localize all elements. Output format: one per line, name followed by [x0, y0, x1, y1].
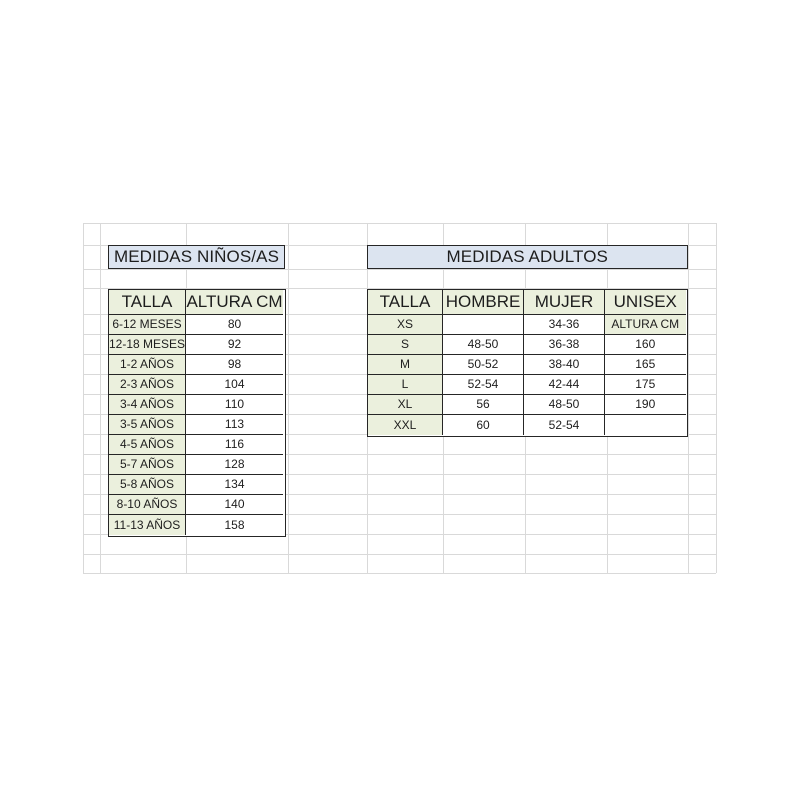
value-cell[interactable]: 56 [443, 395, 524, 415]
size-label-cell[interactable]: 8-10 AÑOS [109, 495, 186, 515]
value-cell[interactable]: 60 [443, 415, 524, 435]
size-label-cell[interactable]: 11-13 AÑOS [109, 515, 186, 535]
value-cell[interactable]: 165 [605, 355, 686, 375]
value-cell[interactable]: 190 [605, 395, 686, 415]
gridline-vertical [83, 223, 84, 573]
adults-table-title-cell[interactable]: MEDIDAS ADULTOS [367, 245, 688, 269]
value-cell[interactable]: 116 [186, 435, 283, 455]
gridline-vertical [288, 223, 289, 573]
value-cell[interactable]: 92 [186, 335, 283, 355]
gridline-vertical [688, 223, 689, 573]
value-cell[interactable]: 48-50 [524, 395, 605, 415]
size-label-cell[interactable]: XS [368, 315, 443, 335]
value-cell[interactable] [443, 315, 524, 335]
column-header-cell[interactable]: HOMBRE [443, 290, 524, 315]
value-cell[interactable]: 52-54 [443, 375, 524, 395]
column-header-cell[interactable]: UNISEX [605, 290, 686, 315]
value-cell[interactable]: 104 [186, 375, 283, 395]
size-label-cell[interactable]: 6-12 MESES [109, 315, 186, 335]
gridline-horizontal [83, 269, 716, 270]
value-cell[interactable]: 80 [186, 315, 283, 335]
gridline-horizontal [83, 223, 716, 224]
value-cell[interactable]: 158 [224, 517, 245, 532]
value-cell[interactable]: 52-54 [524, 415, 605, 435]
size-label-cell[interactable]: 4-5 AÑOS [109, 435, 186, 455]
value-cell[interactable]: 98 [186, 355, 283, 375]
gridline-horizontal [83, 573, 716, 574]
value-cell[interactable]: 34-36 [524, 315, 605, 335]
gridline-vertical [716, 223, 717, 573]
size-label-cell[interactable]: XXL [368, 415, 443, 435]
value-cell[interactable]: 50-52 [443, 355, 524, 375]
adults-size-table [367, 289, 688, 437]
value-cell[interactable]: 48-50 [443, 335, 524, 355]
value-cell[interactable]: 128 [186, 455, 283, 475]
size-label-cell[interactable]: 5-7 AÑOS [109, 455, 186, 475]
column-header-cell[interactable]: MUJER [524, 290, 605, 315]
size-label-cell[interactable]: 5-8 AÑOS [109, 475, 186, 495]
size-label-cell[interactable]: 3-4 AÑOS [109, 395, 186, 415]
value-cell[interactable] [605, 415, 686, 435]
children-table-title-cell[interactable]: MEDIDAS NIÑOS/AS [108, 245, 285, 269]
size-label-cell[interactable]: 1-2 AÑOS [109, 355, 186, 375]
value-cell[interactable]: 134 [186, 475, 283, 495]
value-cell[interactable]: 140 [186, 495, 283, 515]
value-cell[interactable]: 175 [605, 375, 686, 395]
size-label-cell[interactable]: 12-18 MESES [109, 335, 186, 355]
gridline-horizontal [83, 554, 716, 555]
value-cell[interactable]: 160 [605, 335, 686, 355]
value-cell[interactable]: 113 [186, 415, 283, 435]
size-label-cell[interactable]: S [368, 335, 443, 355]
column-header-cell[interactable]: TALLA [109, 290, 186, 315]
size-label-cell[interactable]: L [368, 375, 443, 395]
size-label-cell[interactable]: XL [368, 395, 443, 415]
value-cell[interactable]: ALTURA CM [605, 315, 686, 335]
gridline-vertical [100, 223, 101, 573]
value-cell[interactable]: 36-38 [524, 335, 605, 355]
column-header-cell[interactable]: TALLA [368, 290, 443, 315]
size-label-cell[interactable]: M [368, 355, 443, 375]
value-cell[interactable]: 110 [186, 395, 283, 415]
children-size-table [108, 289, 286, 537]
value-cell[interactable]: 38-40 [524, 355, 605, 375]
value-cell[interactable]: 42-44 [524, 375, 605, 395]
size-label-cell[interactable]: 3-5 AÑOS [109, 415, 186, 435]
size-label-cell[interactable]: 2-3 AÑOS [109, 375, 186, 395]
column-header-cell[interactable]: ALTURA CM [186, 290, 283, 315]
